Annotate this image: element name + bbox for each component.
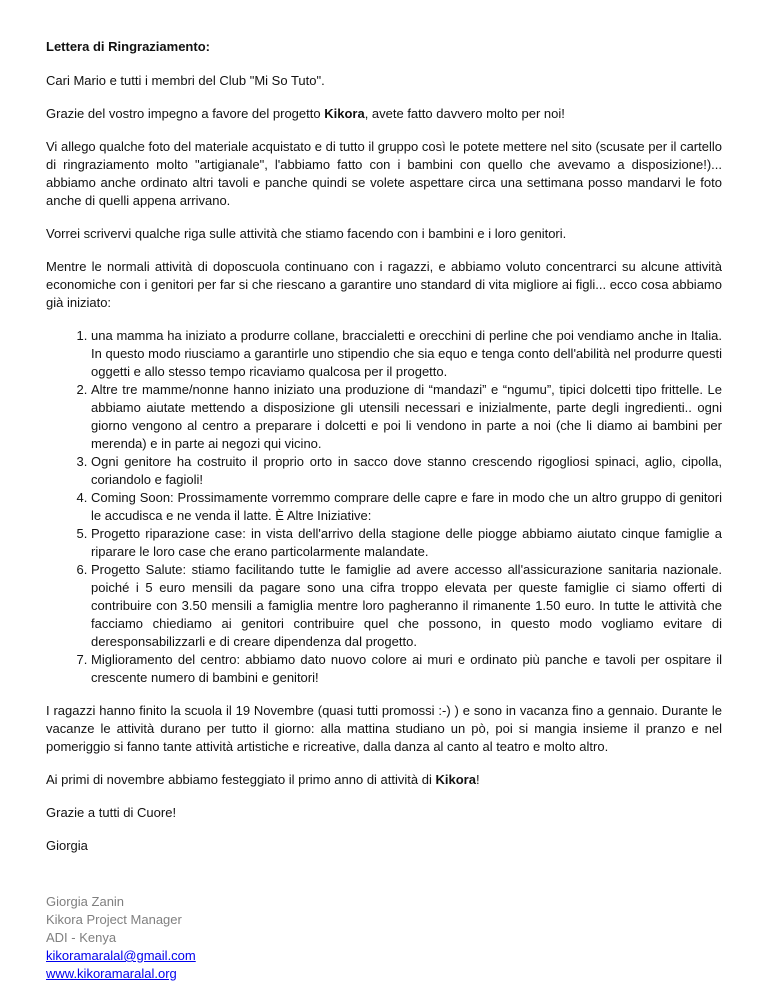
list-item: 6. Progetto Salute: stiamo facilitando tutte le famiglie ad avere accesso all'assicurazione sanitaria nazionale. poiché i 5 euro mensili da pagare sono una cifra troppo elevata per queste famiglie ci siamo offerti di contribuire con 3.50 mensili a famiglia mentre loro pagheranno il rimanente 1.50 euro. In tutte le attività che facciamo chiediamo ai genitori contribuire quel che possono, in questo modo vogliamo evitare di deresponsabilizzarli e di creare dipendenza dal progetto. xyxy=(91,561,722,651)
photos-paragraph: Vi allego qualche foto del materiale acquistato e di tutto il gruppo così le potete mettere nel sito (scusate per il cartello di ringraziamento molto "artigianale", l'abbiamo fatto con i bambini con quello che avevamo a disposizione!)... abbiamo anche ordinato altri tavoli e panche quindi se volete aspettare circa una settimana posso mandarvi le foto anche di quelli appena arrivano. xyxy=(46,139,722,208)
list-item: 7. Miglioramento del centro: abbiamo dato nuovo colore ai muri e ordinato più panche e tavoli per ospitare il crescente numero di bambini e genitori! xyxy=(91,651,722,687)
letter-title: Lettera di Ringraziamento: xyxy=(46,39,210,54)
anniversary-paragraph xyxy=(46,771,722,789)
project-name-bold: Kikora xyxy=(435,772,476,787)
signature-full-name: Giorgia Zanin xyxy=(46,894,125,909)
project-name: Kikora xyxy=(324,106,365,121)
thanks-text-before: Grazie del vostro impegno a favore del progetto xyxy=(46,106,325,121)
thanks-text-after: , avete fatto davvero molto per noi! xyxy=(364,106,565,121)
intro-paragraph: Vorrei scrivervi qualche riga sulle attività che stiamo facendo con i bambini e i loro genitori. xyxy=(46,226,567,241)
list-item: 1. una mamma ha iniziato a produrre collane, braccialetti e orecchini di perline che poi vendiamo anche in Italia. In questo modo riusciamo a garantirle uno stipendio che sia equo e tenga conto dell'abilità nel produrre questi oggetti e allo stesso tempo ricaviamo qualcosa per il progetto. xyxy=(91,327,722,381)
closing-line: Grazie a tutti di Cuore! xyxy=(46,805,177,820)
activities-paragraph: Mentre le normali attività di doposcuola continuano con i ragazzi, e abbiamo voluto concentrarci su alcune attività economiche con i genitori per far si che riescano a garantire uno standard di vita migliore ai figli... ecco cosa abbiamo già iniziato: xyxy=(46,259,722,310)
anniversary-text-after: ! xyxy=(475,772,480,787)
website-link[interactable]: www.kikoramaralal.org xyxy=(46,966,177,981)
thanks-paragraph xyxy=(46,105,722,123)
signature-role: Kikora Project Manager xyxy=(46,912,182,927)
greeting: Cari Mario e tutti i membri del Club "Mi So Tuto". xyxy=(46,73,325,88)
list-item: 2. Altre tre mamme/nonne hanno iniziato una produzione di “mandazi” e “ngumu”, tipici dolcetti tipo frittelle. Le abbiamo aiutate mettendo a disposizione gli utensili necessari e inizialmente, parte degli ingredienti.. ogni giorno vengono al centro a preparare i dolcetti e poi li vendono in parte a noi (che li diamo ai bambini per merenda) e in parte ai negozi qui vicino. xyxy=(91,381,722,453)
sign-name: Giorgia xyxy=(46,838,88,853)
anniversary-text-before: Ai primi di novembre abbiamo festeggiato il primo anno di attività di xyxy=(46,772,436,787)
list-item: 5. Progetto riparazione case: in vista dell'arrivo della stagione delle piogge abbiamo aiutato cinque famiglie a riparare le loro case che erano particolarmente malandate. xyxy=(91,525,722,561)
list-item: 3. Ogni genitore ha costruito il proprio orto in sacco dove stanno crescendo rigogliosi spinaci, aglio, cipolla, coriandolo e fagioli! xyxy=(91,453,722,489)
signature-org: ADI - Kenya xyxy=(46,930,117,945)
signature-block xyxy=(46,893,722,983)
email-link[interactable]: kikoramaralal@gmail.com xyxy=(46,948,196,963)
school-paragraph: I ragazzi hanno finito la scuola il 19 Novembre (quasi tutti promossi :-) ) e sono in vacanza fino a gennaio. Durante le vacanze le attività durano per tutto il giorno: alla mattina studiano un pò, poi si mangia insieme il pranzo e nel pomeriggio si fanno tante attività artistiche e ricreative, dalla danza al canto al teatro e molto altro. xyxy=(46,703,722,754)
activities-list xyxy=(46,327,722,687)
list-item: 4. Coming Soon: Prossimamente vorremmo comprare delle capre e fare in modo che un altro gruppo di genitori le accudisca e ne venda il latte. È Altre Iniziative: xyxy=(91,489,722,525)
